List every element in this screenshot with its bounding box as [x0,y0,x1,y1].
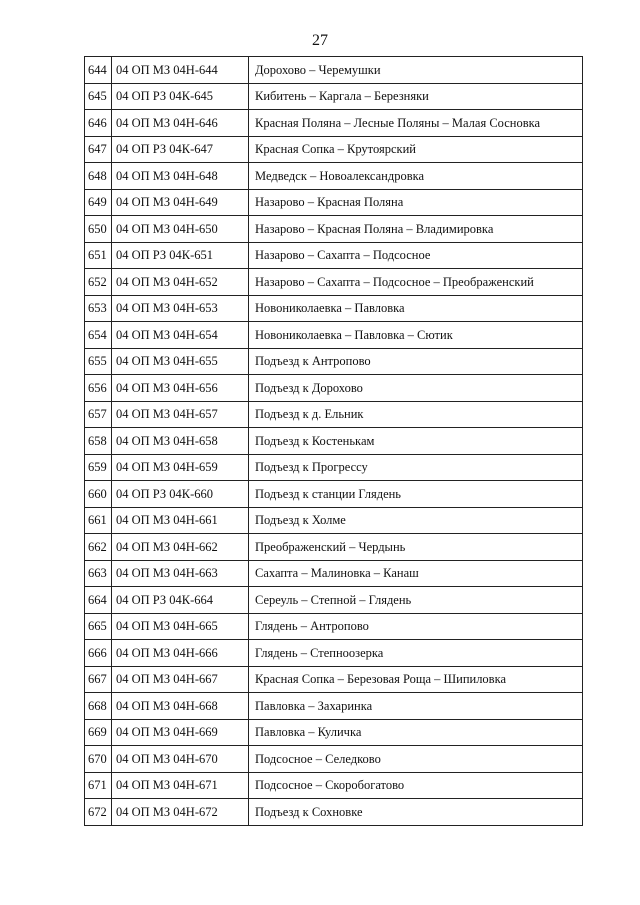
road-name-cell: Подъезд к Костенькам [249,428,583,455]
road-code-cell: 04 ОП МЗ 04Н-669 [112,719,249,746]
row-number-cell: 669 [85,719,112,746]
road-name-cell: Подсосное – Селедково [249,746,583,773]
road-name-cell: Подъезд к Антропово [249,348,583,375]
table-row [85,640,583,667]
table-row [85,216,583,243]
row-number-cell: 658 [85,428,112,455]
table-row [85,666,583,693]
roads-table [84,56,583,826]
row-number-cell: 649 [85,189,112,216]
road-code-cell: 04 ОП РЗ 04К-645 [112,83,249,110]
table-row [85,560,583,587]
road-code-cell: 04 ОП РЗ 04К-651 [112,242,249,269]
road-name-cell: Красная Сопка – Березовая Роща – Шипиловка [249,666,583,693]
road-code-cell: 04 ОП МЗ 04Н-663 [112,560,249,587]
row-number-cell: 650 [85,216,112,243]
table-row [85,322,583,349]
row-number-cell: 664 [85,587,112,614]
road-code-cell: 04 ОП МЗ 04Н-665 [112,613,249,640]
road-name-cell: Подъезд к Дорохово [249,375,583,402]
table-row [85,481,583,508]
table-row [85,110,583,137]
road-code-cell: 04 ОП РЗ 04К-647 [112,136,249,163]
road-code-cell: 04 ОП МЗ 04Н-667 [112,666,249,693]
road-name-cell: Подъезд к Холме [249,507,583,534]
table-row [85,136,583,163]
table-row [85,375,583,402]
road-name-cell: Павловка – Куличка [249,719,583,746]
table-row [85,693,583,720]
row-number-cell: 660 [85,481,112,508]
road-name-cell: Глядень – Степноозерка [249,640,583,667]
road-name-cell: Дорохово – Черемушки [249,57,583,84]
road-name-cell: Подъезд к станции Глядень [249,481,583,508]
road-name-cell: Сереуль – Степной – Глядень [249,587,583,614]
row-number-cell: 662 [85,534,112,561]
row-number-cell: 659 [85,454,112,481]
table-row [85,163,583,190]
road-code-cell: 04 ОП МЗ 04Н-657 [112,401,249,428]
table-row [85,57,583,84]
table-row [85,507,583,534]
road-name-cell: Назарово – Красная Поляна [249,189,583,216]
road-code-cell: 04 ОП МЗ 04Н-662 [112,534,249,561]
table-row [85,295,583,322]
road-name-cell: Кибитень – Каргала – Березняки [249,83,583,110]
road-code-cell: 04 ОП МЗ 04Н-650 [112,216,249,243]
road-code-cell: 04 ОП МЗ 04Н-656 [112,375,249,402]
table-row [85,719,583,746]
row-number-cell: 666 [85,640,112,667]
road-name-cell: Назарово – Красная Поляна – Владимировка [249,216,583,243]
table-row [85,534,583,561]
row-number-cell: 654 [85,322,112,349]
row-number-cell: 670 [85,746,112,773]
road-name-cell: Новониколаевка – Павловка [249,295,583,322]
row-number-cell: 656 [85,375,112,402]
road-code-cell: 04 ОП МЗ 04Н-644 [112,57,249,84]
road-code-cell: 04 ОП МЗ 04Н-655 [112,348,249,375]
road-code-cell: 04 ОП МЗ 04Н-654 [112,322,249,349]
road-name-cell: Назарово – Сахапта – Подсосное [249,242,583,269]
road-name-cell: Подъезд к Прогрессу [249,454,583,481]
road-name-cell: Преображенский – Чердынь [249,534,583,561]
road-code-cell: 04 ОП МЗ 04Н-652 [112,269,249,296]
road-code-cell: 04 ОП МЗ 04Н-659 [112,454,249,481]
table-row [85,772,583,799]
row-number-cell: 645 [85,83,112,110]
road-code-cell: 04 ОП МЗ 04Н-649 [112,189,249,216]
road-name-cell: Глядень – Антропово [249,613,583,640]
table-row [85,587,583,614]
row-number-cell: 651 [85,242,112,269]
road-code-cell: 04 ОП МЗ 04Н-672 [112,799,249,826]
table-row [85,269,583,296]
page-number: 27 [312,32,328,49]
row-number-cell: 665 [85,613,112,640]
table-row [85,746,583,773]
road-code-cell: 04 ОП МЗ 04Н-653 [112,295,249,322]
table-row [85,401,583,428]
row-number-cell: 671 [85,772,112,799]
table-row [85,613,583,640]
table-row [85,348,583,375]
row-number-cell: 661 [85,507,112,534]
table-row [85,189,583,216]
roads-table-body [85,57,583,826]
row-number-cell: 648 [85,163,112,190]
table-row [85,83,583,110]
table-row [85,454,583,481]
road-name-cell: Подсосное – Скоробогатово [249,772,583,799]
road-name-cell: Павловка – Захаринка [249,693,583,720]
row-number-cell: 652 [85,269,112,296]
road-name-cell: Подъезд к д. Ельник [249,401,583,428]
road-code-cell: 04 ОП МЗ 04Н-666 [112,640,249,667]
table-row [85,799,583,826]
road-name-cell: Сахапта – Малиновка – Канаш [249,560,583,587]
row-number-cell: 657 [85,401,112,428]
road-name-cell: Новониколаевка – Павловка – Сютик [249,322,583,349]
road-name-cell: Медведск – Новоалександровка [249,163,583,190]
road-code-cell: 04 ОП МЗ 04Н-661 [112,507,249,534]
road-code-cell: 04 ОП МЗ 04Н-671 [112,772,249,799]
row-number-cell: 668 [85,693,112,720]
row-number-cell: 663 [85,560,112,587]
road-name-cell: Красная Сопка – Крутоярский [249,136,583,163]
road-name-cell: Подъезд к Сохновке [249,799,583,826]
row-number-cell: 672 [85,799,112,826]
row-number-cell: 653 [85,295,112,322]
road-code-cell: 04 ОП МЗ 04Н-668 [112,693,249,720]
road-name-cell: Назарово – Сахапта – Подсосное – Преображенский [249,269,583,296]
road-name-cell: Красная Поляна – Лесные Поляны – Малая Сосновка [249,110,583,137]
road-code-cell: 04 ОП МЗ 04Н-646 [112,110,249,137]
road-code-cell: 04 ОП МЗ 04Н-658 [112,428,249,455]
table-row [85,428,583,455]
row-number-cell: 644 [85,57,112,84]
road-code-cell: 04 ОП РЗ 04К-664 [112,587,249,614]
row-number-cell: 655 [85,348,112,375]
row-number-cell: 647 [85,136,112,163]
road-code-cell: 04 ОП РЗ 04К-660 [112,481,249,508]
table-row [85,242,583,269]
road-code-cell: 04 ОП МЗ 04Н-670 [112,746,249,773]
road-code-cell: 04 ОП МЗ 04Н-648 [112,163,249,190]
row-number-cell: 646 [85,110,112,137]
row-number-cell: 667 [85,666,112,693]
